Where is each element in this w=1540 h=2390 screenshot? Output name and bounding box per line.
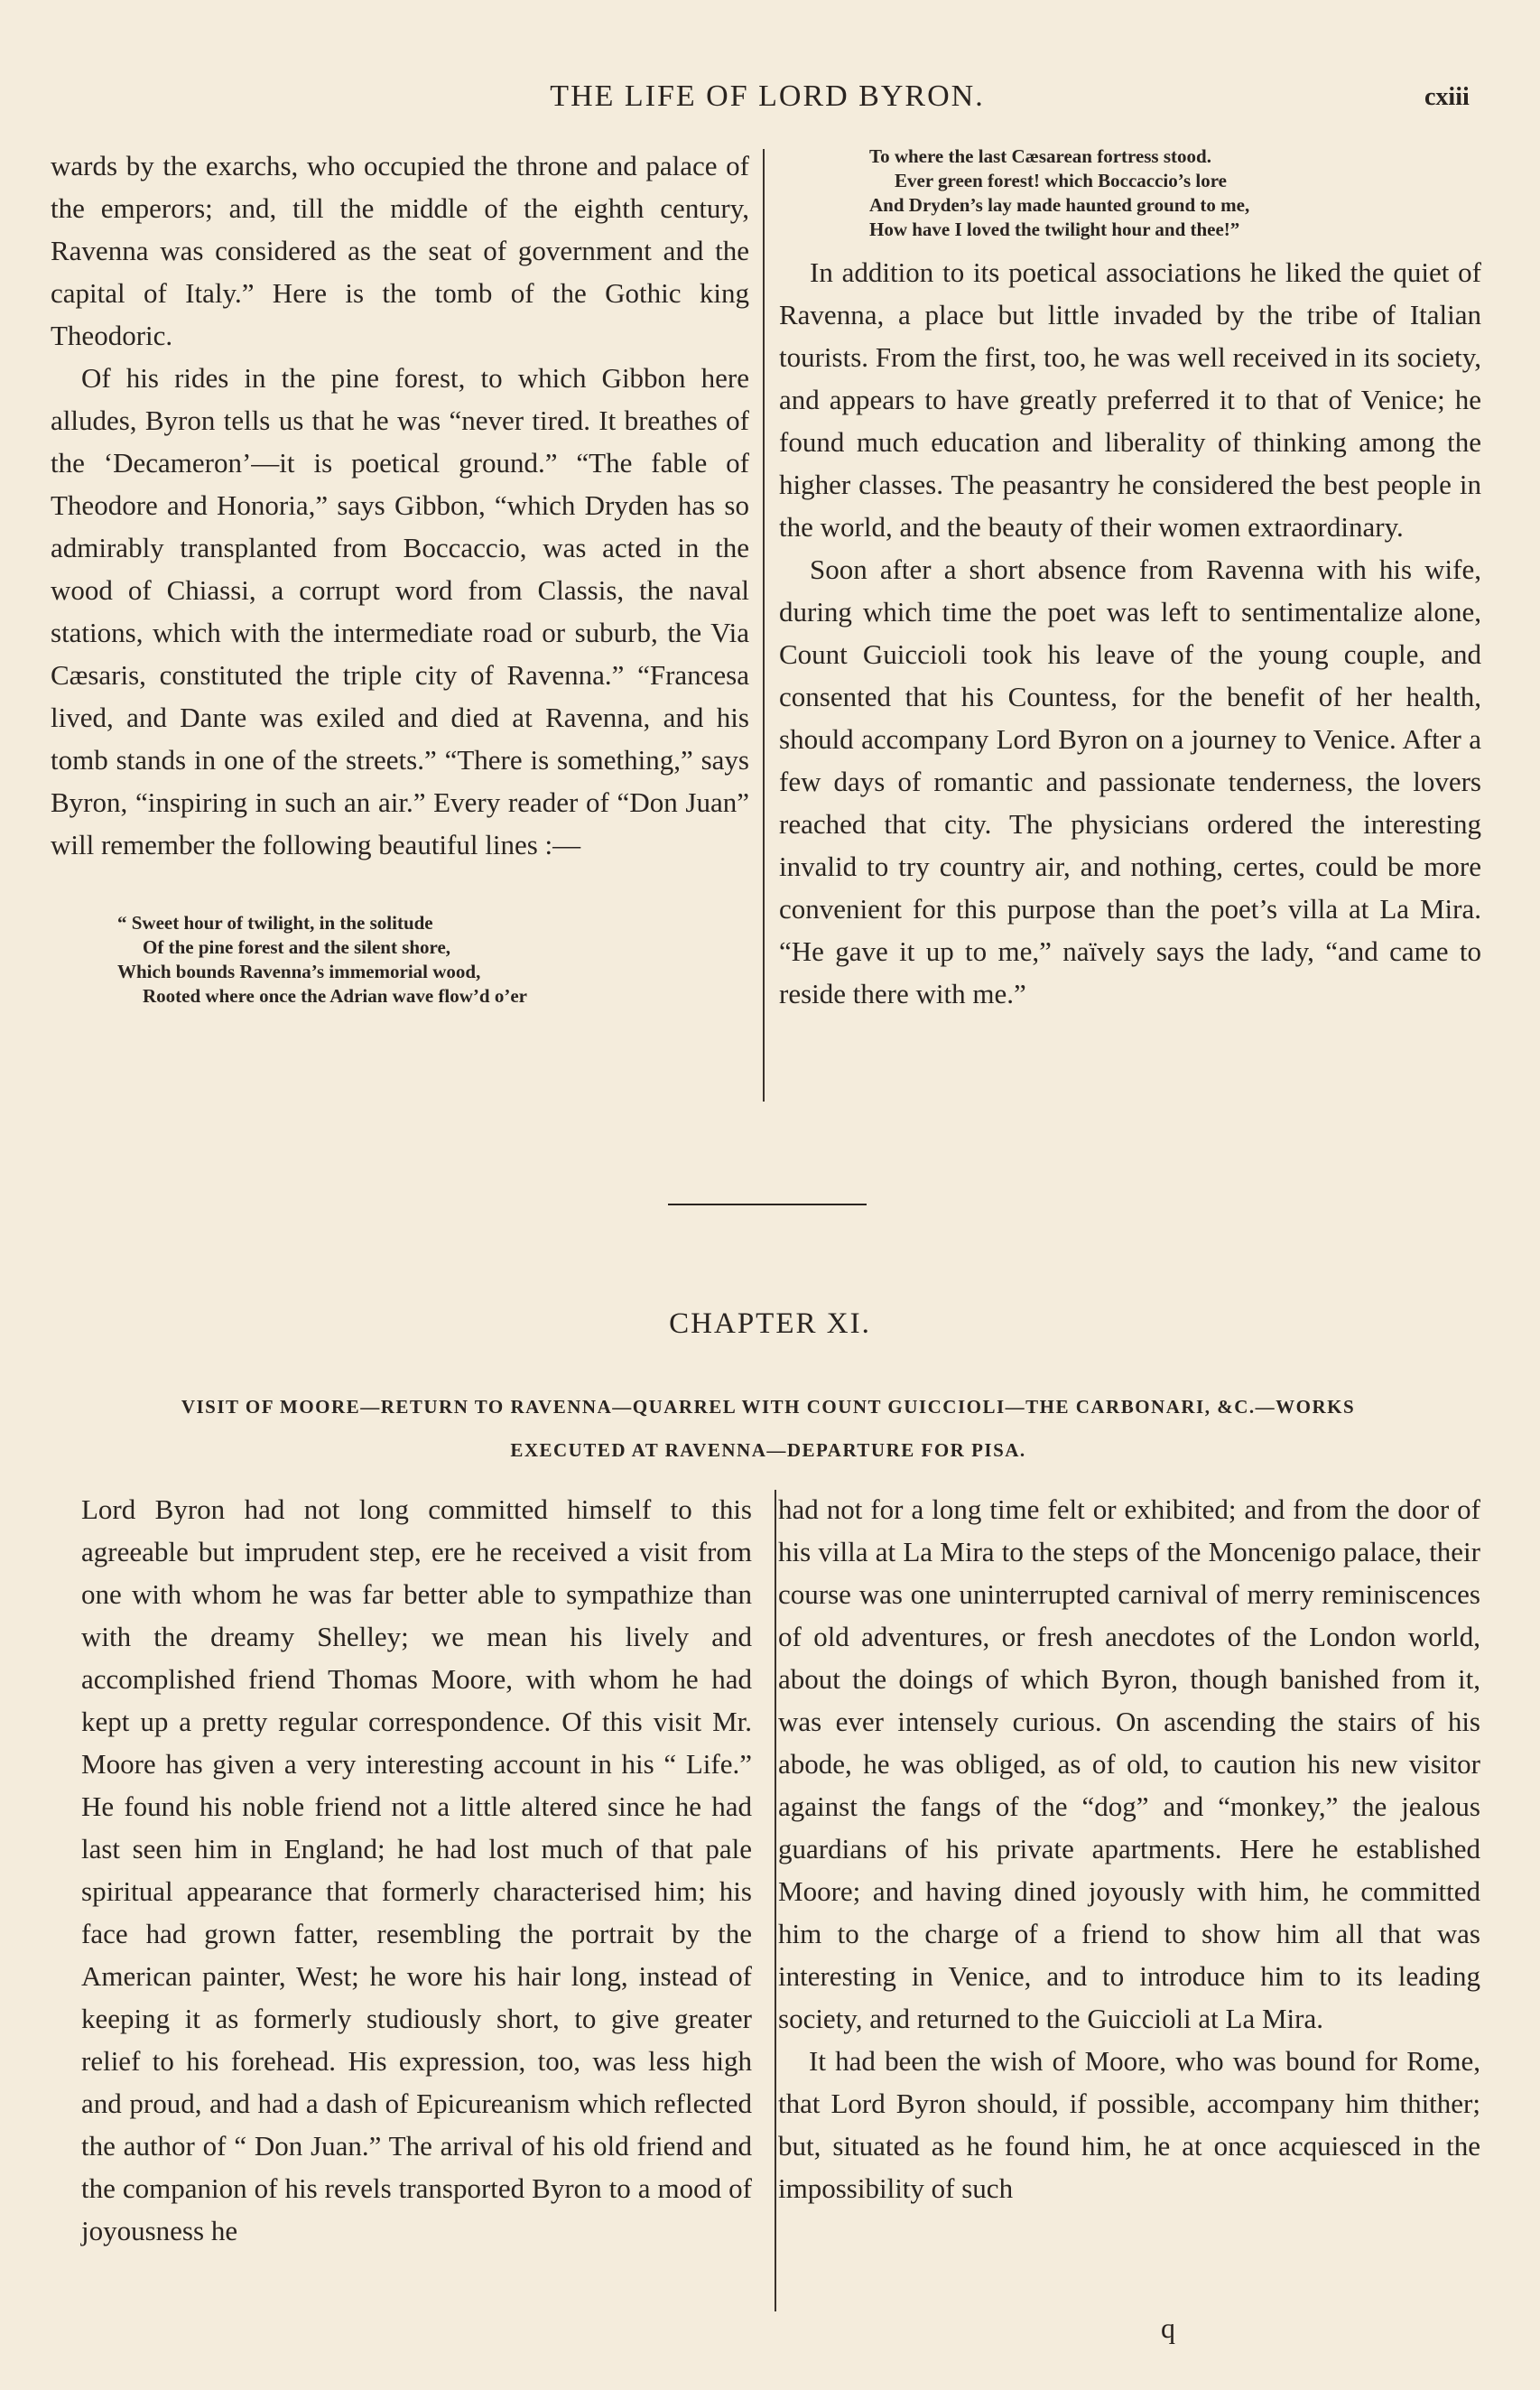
- chapter-summary: [51, 1385, 1486, 1472]
- section-divider: [668, 1204, 867, 1205]
- verse-line: “ Sweet hour of twilight, in the solitude: [117, 912, 433, 934]
- paragraph: had not for a long time felt or exhibited; and from the door of his villa at La Mira to the steps of the Moncenigo palace, their course was one uninterrupted carnival of merry reminiscences of old adventures, or fresh anecdotes of the London world, about the doings of which Byron, though banished from it, was ever intensely curious. On ascending the stairs of his abode, he was obliged, as of old, to caution his new visitor against the fangs of the “dog” and “monkey,” the jealous guardians of his private apartments. Here he established Moore; and having dined joyously with him, he committed him to the charge of a friend to show him all that was interesting in Venice, and to introduce him to its leading society, and returned to the Guiccioli at La Mira.: [778, 1493, 1480, 2034]
- verse-line: How have I loved the twilight hour and thee!”: [869, 219, 1240, 240]
- paragraph: Of his rides in the pine forest, to which Gibbon here alludes, Byron tells us that he was “never tired. It breathes of the ‘Decameron’—it is poetical ground.” “The fable of Theodore and Honoria,” says Gibbon, “which Dryden has so admirably transplanted from Boccaccio, was acted in the wood of Chiassi, a corrupt word from Classis, the naval stations, which with the intermediate road or suburb, the Via Cæsaris, constituted the triple city of Ravenna.” “Francesa lived, and Dante was exiled and died at Ravenna, and his tomb stands in one of the streets.” “There is something,” says Byron, “inspiring in such an air.” Every reader of “Don Juan” will remember the following beautiful lines :—: [51, 362, 749, 860]
- paragraph: It had been the wish of Moore, who was bound for Rome, that Lord Byron should, if possible, accompany him thither; but, situated as he found him, he at once acquiesced in the impossibility of such: [778, 2045, 1480, 2204]
- paragraph: In addition to its poetical associations he liked the quiet of Ravenna, a place but little invaded by the tribe of Italian tourists. From the first, too, he was well received in its society, and appears to have greatly preferred it to that of Venice; he found much education and liberality of thinking among the higher classes. The peasantry he considered the best people in the world, and the beauty of their women extraordinary.: [779, 256, 1481, 543]
- signature-mark: q: [1161, 2311, 1175, 2344]
- top-left-column: [51, 144, 749, 1009]
- chapter-summary-line: VISIT OF MOORE—RETURN TO RAVENNA—QUARREL WITH COUNT GUICCIOLI—THE CARBONARI, &C.—WORKS: [181, 1396, 1356, 1418]
- running-title: THE LIFE OF LORD BYRON.: [550, 79, 985, 113]
- verse-line: Rooted where once the Adrian wave flow’d o’er: [143, 985, 527, 1007]
- column-divider: [775, 1490, 776, 2311]
- verse-line: Ever green forest! which Boccaccio’s lore: [895, 170, 1227, 191]
- chapter-summary-line: EXECUTED AT RAVENNA—DEPARTURE FOR PISA.: [510, 1439, 1026, 1461]
- page-number: cxiii: [1424, 83, 1470, 111]
- paragraph: Lord Byron had not long committed himself to this agreeable but imprudent step, ere he received a visit from one with whom he was far better able to sympathize than with the dreamy Shelley; we mean his lively and accomplished friend Thomas Moore, with whom he had kept up a pretty regular correspondence. Of this visit Mr. Moore has given a very interesting account in his “ Life.” He found his noble friend not a little altered since he had last seen him in England; he had lost much of that pale spiritual appearance that formerly characterised him; his face had grown fatter, resembling the portrait by the American painter, West; he wore his hair long, instead of keeping it as formerly studiously short, to give greater relief to his forehead. His expression, too, was less high and proud, and had a dash of Epicureanism which reflected the author of “ Don Juan.” The arrival of his old friend and the companion of his revels transported Byron to a mood of joyousness he: [81, 1493, 752, 2246]
- verse-quote: [869, 144, 1481, 242]
- verse-line: To where the last Cæsarean fortress stood.: [869, 145, 1211, 167]
- paragraph: Soon after a short absence from Ravenna with his wife, during which time the poet was left to sentimentalize alone, Count Guiccioli took his leave of the young couple, and consented that his Countess, for the benefit of her health, should accompany Lord Byron on a journey to Venice. After a few days of romantic and passionate tenderness, the lovers reached that city. The physicians ordered the interesting invalid to try country air, and nothing, certes, could be more convenient for this purpose than the poet’s villa at La Mira. “He gave it up to me,” naïvely says the lady, “and came to reside there with me.”: [779, 553, 1481, 1009]
- bottom-left-column: [81, 1488, 752, 2252]
- verse-line: Of the pine forest and the silent shore,: [143, 936, 451, 958]
- top-right-column: [779, 144, 1481, 1015]
- verse-line: Which bounds Ravenna’s immemorial wood,: [117, 961, 481, 982]
- verse-quote: [117, 911, 749, 1009]
- column-divider: [763, 149, 765, 1102]
- verse-line: And Dryden’s lay made haunted ground to me,: [869, 194, 1250, 216]
- chapter-title: CHAPTER XI.: [669, 1307, 871, 1340]
- paragraph: wards by the exarchs, who occupied the throne and palace of the emperors; and, till the middle of the eighth century, Ravenna was considered as the seat of government and the capital of Italy.” Here is the tomb of the Gothic king Theodoric.: [51, 150, 749, 351]
- bottom-right-column: [778, 1488, 1480, 2209]
